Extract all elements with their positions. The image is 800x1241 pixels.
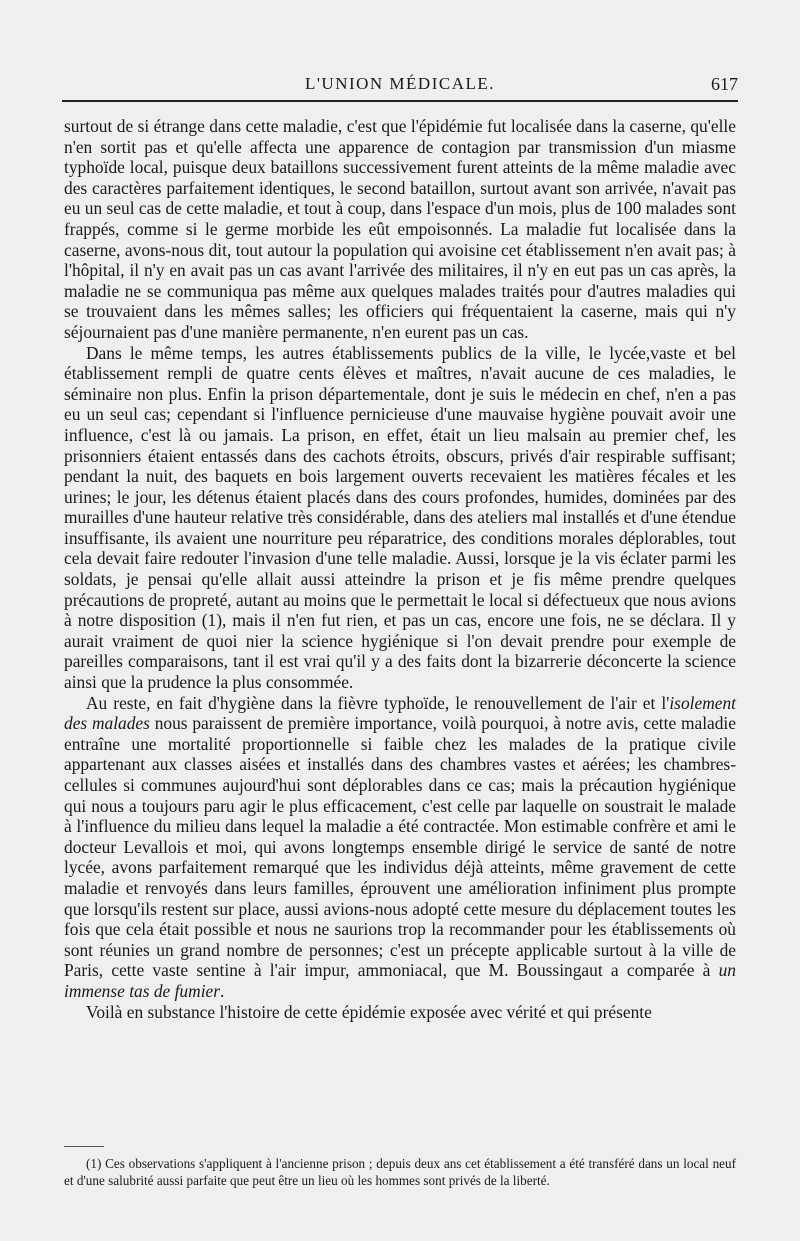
header-rule bbox=[62, 100, 738, 102]
text-run: Au reste, en fait d'hygiène dans la fièvre typhoïde, le renouvellement de l'air et l' bbox=[86, 692, 670, 713]
paragraph: Dans le même temps, les autres établissements publics de la ville, le lycée,vaste et bel établissement rempli de quatre cents élèves et maîtres, n'avait aucune de ces maladies, le séminaire non plus. Enfin la prison départementale, dont je suis le médecin en chef, n'en a pas eu un seul cas; cependant si l'influence pernicieuse d'une mauvaise hygiène pouvait avoir une influence, c'est là ou jamais. La prison, en effet, était un lieu malsain au premier chef, les prisonniers étaient entassés dans des cachots étroits, obscurs, privés d'air respirable suffisant; pendant la nuit, des baquets en bois largement ouverts recevaient les matières fécales et les urines; le jour, les détenus étaient placés dans des cours profondes, humides, dominées par des murailles d'une hauteur relative très considérable, dans des ateliers mal installés et d'une étendue insuffisante, ils avaient une nourriture peu réparatrice, des conditions morales déplorables, tout cela devait faire redouter l'invasion d'une telle maladie. Aussi, lorsque je la vis éclater parmi les soldats, je pensai qu'elle allait aussi atteindre la prison et je fis même prendre quelques précautions de propreté, autant au moins que le permettait le local si défectueux que nous avions à notre disposition (1), mais il n'en fut rien, et pas un cas, encore une fois, ne se déclara. Il y aurait vraiment de quoi nier la science hygiénique si l'on devait prendre pour exemple de pareilles comparaisons, tant il est vrai qu'il y a des faits dont la bizarrerie déconcerte la science ainsi que la prudence la plus consommée. bbox=[64, 342, 736, 693]
paragraph bbox=[64, 693, 736, 1002]
body-text bbox=[64, 116, 736, 1022]
italic-phrase: isolement des malades bbox=[64, 692, 736, 734]
footnote: (1) Ces observations s'appliquent à l'ancienne prison ; depuis deux ans cet établissement a été transféré dans un local neuf et d'une salubrité aussi parfaite que peut être un lieu où les hommes sont privés de la liberté. bbox=[64, 1156, 736, 1188]
paragraph: Voilà en substance l'histoire de cette épidémie exposée avec vérité et qui présente bbox=[86, 1001, 652, 1022]
text-run: . bbox=[220, 980, 225, 1001]
page-header bbox=[62, 74, 738, 100]
running-title: L'UNION MÉDICALE. bbox=[304, 74, 496, 93]
text-run: nous paraissent de première importance, voilà pourquoi, à notre avis, cette maladie entraîne une mortalité proportionnelle si faible chez les malades de la pratique civile appartenant aux classes aisées et installés dans des chambres vastes et aérées; les chambres-cellules si communes aujourd'hui sont déplorables dans ce cas; mais la précaution hygiénique qui nous a toujours paru agir le plus efficacement, c'est celle par laquelle on soustrait le malade à l'influence du milieu dans lequel la maladie a été contractée. Mon estimable confrère et ami le docteur Levallois et moi, qui avons longtemps ensemble dirigé le service de santé de notre lycée, avons parfaitement remarqué que les individus déjà atteints, même gravement de cette maladie et renvoyés dans leurs familles, éprouvent une amélioration infiniment plus prompte que lorsqu'ils restent sur place, aussi avions-nous adopté cette mesure du déplacement toutes les fois que cela était possible et nous ne saurions trop la recommander pour les établissements où sont réunies un grand nombre de personnes; c'est un précepte applicable surtout à la ville de Paris, cette vaste sentine à l'air impur, ammoniacal, que M. Boussingaut a comparée à bbox=[64, 713, 736, 981]
italic-phrase: un immense tas de fumier bbox=[64, 960, 736, 1001]
paragraph: surtout de si étrange dans cette maladie, c'est que l'épidémie fut localisée dans la caserne, qu'elle n'en sortit pas et qu'elle affecta une apparence de contagion par transmission d'un miasme typhoïde local, puisque deux bataillons successivement furent atteints de la même maladie avec des caractères parfaitement identiques, le second bataillon, surtout avant son arrivée, n'avait pas eu un seul cas de cette maladie, et tout à coup, dans l'espace d'un mois, plus de 100 malades sont frappés, comme si le germe morbide les eût empoisonnés. La maladie fut localisée dans la caserne, avons-nous dit, tout autour la population qui avoisine cet établissement n'en avait pas; à l'hôpital, il n'y en avait pas un cas avant l'arrivée des militaires, il n'y en eut pas un cas après, la maladie ne se communiqua pas même aux quelques malades traités pour d'autres maladies qui se trouvaient dans les mêmes salles; les officiers qui fréquentaient la caserne, mais qui n'y séjournaient pas d'une manière permanente, n'en eurent pas un cas. bbox=[64, 116, 736, 342]
page-number: 617 bbox=[711, 74, 738, 94]
footnote-rule bbox=[64, 1146, 104, 1147]
